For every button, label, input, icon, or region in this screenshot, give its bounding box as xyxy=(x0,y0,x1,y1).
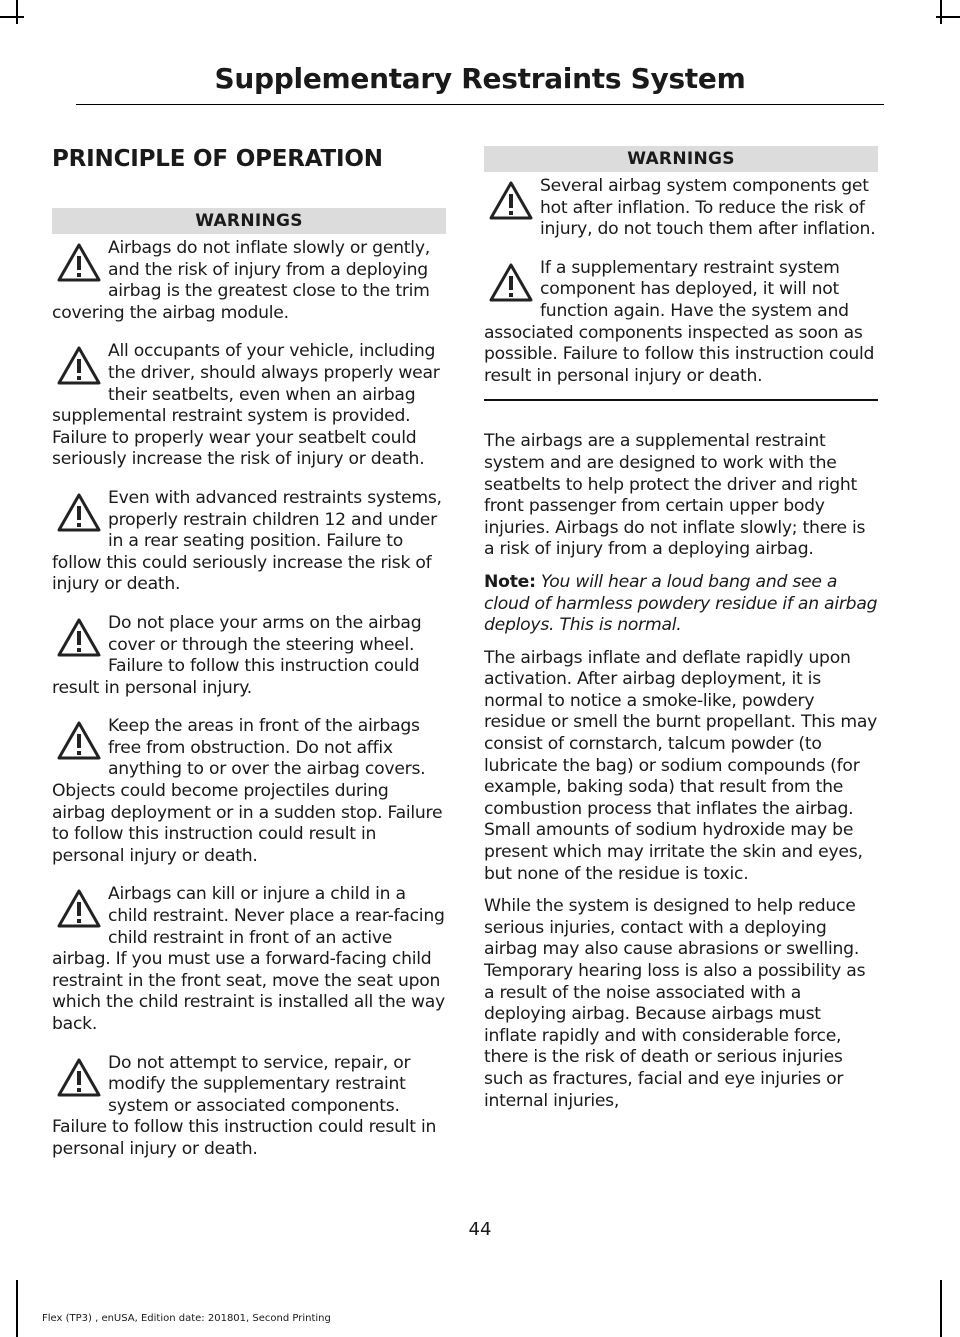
body-paragraph: The airbags are a supplemental restraint system and are designed to work with the seatbelts to help protect the driver and right front passenger from certain upper body injuries. Airbags do not inflate slowly; there is a risk of injury from a deploying airbag. xyxy=(484,431,866,560)
right-column xyxy=(484,146,878,1123)
crop-mark xyxy=(0,16,24,18)
warning-triangle-icon xyxy=(56,242,102,282)
edition-footer: Flex (TP3) , enUSA, Edition date: 201801, Second Printing xyxy=(42,1313,331,1324)
warning-text: If a supplementary restraint system component has deployed, it will not function again. Have the system and associated components inspected as soon as possible. Failure to follow this instruction could result in personal injury or death. xyxy=(484,257,875,386)
warning-text: Do not place your arms on the airbag cover or through the steering wheel. Failure to follow this instruction could result in personal injury. xyxy=(52,612,422,698)
warning-triangle-icon xyxy=(56,492,102,532)
body-paragraph: While the system is designed to help reduce serious injuries, contact with a deploying airbag may also cause abrasions or swelling. Temporary hearing loss is also a possibility as a result of the noise associated with a deploying airbag. Because airbags must inflate rapidly and with considerable force, there is the risk of death or serious injuries such as fractures, facial and eye injuries or internal injuries, xyxy=(484,896,866,1111)
warning-item xyxy=(484,176,878,241)
warning-item xyxy=(52,488,446,596)
warning-text: All occupants of your vehicle, including the driver, should always properly wear their seatbelts, even when an airbag supplemental restraint system is provided. Failure to properly wear your seatbelt could seriously increase the risk of injury or death. xyxy=(52,341,440,470)
crop-mark xyxy=(940,0,942,24)
left-column xyxy=(52,146,446,1161)
warning-text: Do not attempt to service, repair, or modify the supplementary restraint system or associated components. Failure to follow this instruction could result in personal injury or death. xyxy=(52,1052,437,1159)
warnings-header: WARNINGS xyxy=(52,208,446,234)
warning-item xyxy=(52,238,446,324)
warning-item xyxy=(52,1053,446,1161)
page-number: 44 xyxy=(468,1219,492,1240)
warning-text: Even with advanced restraints systems, properly restrain children 12 and under in a rear seating position. Failure to follow this could seriously increase the risk of injury or death. xyxy=(52,487,442,595)
warning-triangle-icon xyxy=(488,180,534,220)
warnings-list xyxy=(484,176,878,387)
warning-item xyxy=(52,716,446,867)
warning-item xyxy=(52,613,446,699)
warning-text: Airbags do not inflate slowly or gently, and the risk of injury from a deploying airbag is the greatest close to the trim covering the airbag module. xyxy=(52,238,430,323)
crop-mark xyxy=(16,0,18,24)
warning-text: Keep the areas in front of the airbags free from obstruction. Do not affix anything to or over the airbag covers. Objects could become projectiles during airbag deployment or in a sudden stop. Failure to follow this instruction could result in personal injury or death. xyxy=(52,716,443,866)
page-header-title: Supplementary Restraints System xyxy=(214,62,746,95)
crop-mark xyxy=(16,1280,18,1337)
warning-text: Airbags can kill or injure a child in a child restraint. Never place a rear-facing child restraint in front of an active airbag. If you must use a forward-facing child restraint in the front seat, move the seat upon which the child restraint is installed all the way back. xyxy=(52,884,445,1034)
body-paragraph: The airbags inflate and deflate rapidly upon activation. After airbag deployment, it is normal to notice a smoke-like, powdery residue or smell the burnt propellant. This may consist of cornstarch, talcum powder (to lubricate the bag) or sodium compounds (for example, baking soda) that result from the combustion process that inflates the airbag. Small amounts of sodium hydroxide may be present which may irritate the skin and eyes, but none of the residue is toxic. xyxy=(484,647,878,884)
warning-triangle-icon xyxy=(488,262,534,302)
header-rule xyxy=(76,104,884,105)
warning-item xyxy=(52,884,446,1035)
crop-mark xyxy=(936,16,960,18)
warning-triangle-icon xyxy=(56,888,102,928)
warnings-list xyxy=(52,238,446,1161)
warning-item xyxy=(484,258,878,388)
warning-triangle-icon xyxy=(56,345,102,385)
section-title: PRINCIPLE OF OPERATION xyxy=(52,146,383,172)
warnings-end-rule xyxy=(484,399,878,401)
warning-triangle-icon xyxy=(56,1057,102,1097)
warning-triangle-icon xyxy=(56,720,102,760)
note-text: You will hear a loud bang and see a cloud of harmless powdery residue if an airbag deploys. This is normal. xyxy=(484,571,878,636)
warnings-header: WARNINGS xyxy=(484,146,878,172)
warning-text: Several airbag system components get hot after inflation. To reduce the risk of injury, do not touch them after inflation. xyxy=(540,176,876,240)
warning-triangle-icon xyxy=(56,617,102,657)
note-label: Note: xyxy=(484,571,536,592)
warning-item xyxy=(52,341,446,471)
note-paragraph xyxy=(484,572,878,637)
crop-mark xyxy=(940,1280,942,1337)
